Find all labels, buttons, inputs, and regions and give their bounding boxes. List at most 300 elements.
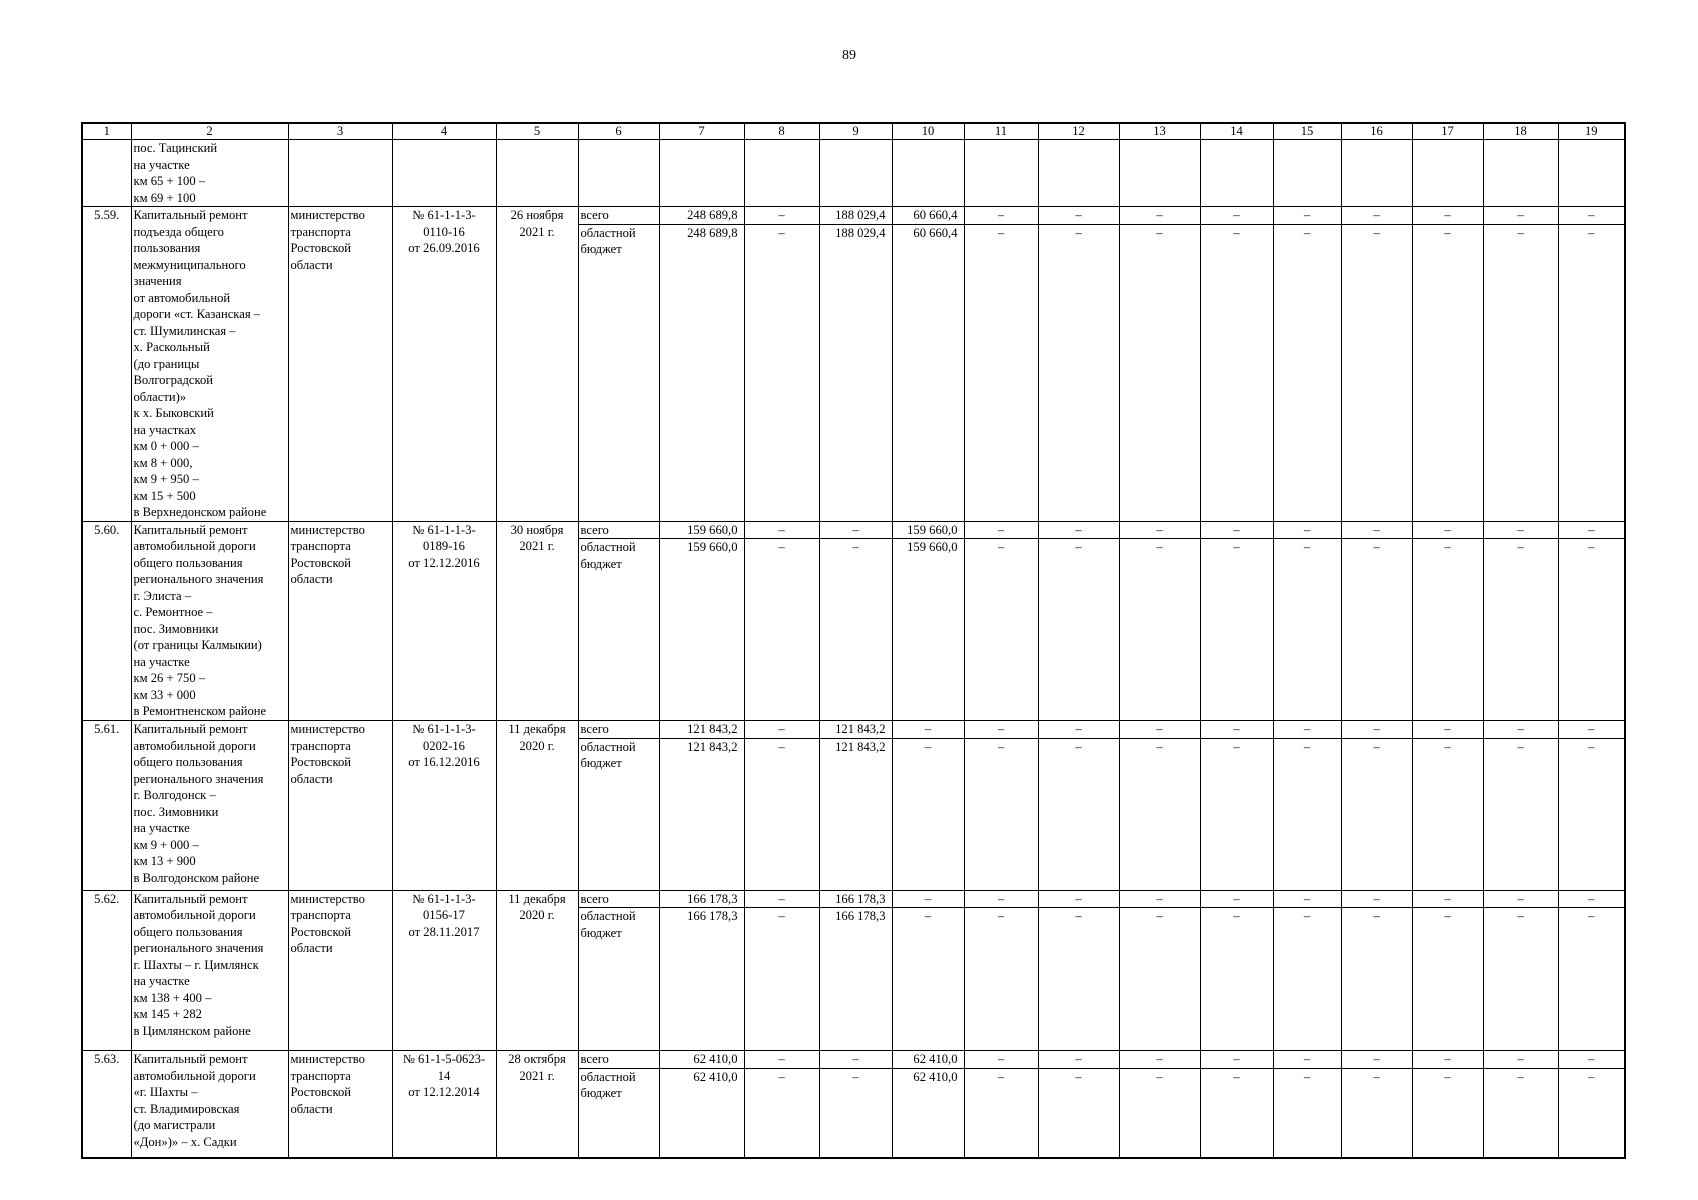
description-line: общего пользования xyxy=(133,755,243,769)
description-line: пос. Тацинский xyxy=(133,141,218,155)
description-line: автомобильной дороги xyxy=(133,908,256,922)
empty-cell xyxy=(288,140,392,207)
customer-line: министерство xyxy=(290,1052,365,1066)
customer-line: транспорта xyxy=(290,908,351,922)
customer-line: области xyxy=(290,257,333,272)
doc-line: № 61-1-1-3- xyxy=(412,208,476,222)
description-line: в Ремонтненском районе xyxy=(133,704,267,718)
date-line: 2020 г. xyxy=(519,908,555,922)
description-line: (от границы Калмыкии) xyxy=(133,638,262,652)
customer-cell xyxy=(288,1051,392,1159)
doc-line: 0110-16 xyxy=(423,224,465,239)
funding-source-line: областной xyxy=(580,225,636,240)
object-description-cell xyxy=(131,1051,288,1159)
amount-col14-cell: – xyxy=(1200,908,1273,1051)
amount-col10-cell: 60 660,4 xyxy=(892,207,964,225)
amount-col8-cell: – xyxy=(744,721,819,739)
column-header: 9 xyxy=(819,123,892,140)
object-description-cell xyxy=(131,721,288,891)
amount-col13-cell: – xyxy=(1119,539,1200,721)
row-number-cell: 5.59. xyxy=(82,207,131,522)
description-line: автомобильной дороги xyxy=(133,1068,256,1083)
amount-col16-cell: – xyxy=(1341,890,1412,908)
completion-date-cell xyxy=(496,1051,578,1159)
column-header: 15 xyxy=(1273,123,1341,140)
object-description-cell xyxy=(131,140,288,207)
amount-col13-cell: – xyxy=(1119,908,1200,1051)
column-header: 10 xyxy=(892,123,964,140)
amount-col9-cell: 121 843,2 xyxy=(819,738,892,890)
amount-col11-cell: – xyxy=(964,1051,1038,1069)
amount-col10-cell: 62 410,0 xyxy=(892,1051,964,1069)
description-line: в Волгодонском районе xyxy=(133,870,260,885)
description-line: «г. Шахты – xyxy=(133,1085,198,1099)
amount-col18-cell: – xyxy=(1483,890,1558,908)
funding-source-cell xyxy=(578,890,659,908)
empty-cell xyxy=(496,140,578,207)
funding-source-cell xyxy=(578,908,659,1051)
date-line: 2021 г. xyxy=(519,1068,555,1083)
amount-total-cell: 166 178,3 xyxy=(659,908,744,1051)
funding-source-line: всего xyxy=(580,891,609,906)
amount-col15-cell: – xyxy=(1273,1051,1341,1069)
funding-source-line: областной xyxy=(580,540,636,554)
amount-col13-cell: – xyxy=(1119,721,1200,739)
customer-line: области xyxy=(290,1101,333,1116)
amount-col8-cell: – xyxy=(744,207,819,225)
funding-source-cell xyxy=(578,224,659,521)
amount-col13-cell: – xyxy=(1119,521,1200,539)
doc-line: 14 xyxy=(437,1068,451,1083)
amount-col12-cell: – xyxy=(1038,539,1119,721)
date-line: 28 октября xyxy=(508,1052,566,1066)
column-header: 7 xyxy=(659,123,744,140)
amount-col15-cell: – xyxy=(1273,539,1341,721)
amount-col8-cell: – xyxy=(744,738,819,890)
amount-col15-cell: – xyxy=(1273,738,1341,890)
amount-col13-cell: – xyxy=(1119,890,1200,908)
amount-col12-cell: – xyxy=(1038,521,1119,539)
amount-col14-cell: – xyxy=(1200,224,1273,521)
column-header: 16 xyxy=(1341,123,1412,140)
amount-col11-cell: – xyxy=(964,1068,1038,1158)
table-row-total xyxy=(82,721,1625,739)
empty-cell xyxy=(1483,140,1558,207)
doc-line: 0156-17 xyxy=(423,908,465,922)
amount-col10-cell: – xyxy=(892,908,964,1051)
funding-source-cell xyxy=(578,738,659,890)
amount-col14-cell: – xyxy=(1200,890,1273,908)
amount-total-cell: 166 178,3 xyxy=(659,890,744,908)
description-line: пользования xyxy=(133,241,201,255)
description-line: г. Волгодонск – xyxy=(133,788,216,802)
amount-col17-cell: – xyxy=(1412,738,1483,890)
amount-col16-cell: – xyxy=(1341,207,1412,225)
expertise-doc-cell xyxy=(392,890,496,1051)
amount-col9-cell: 121 843,2 xyxy=(819,721,892,739)
funding-source-line: бюджет xyxy=(580,556,622,571)
column-header: 11 xyxy=(964,123,1038,140)
description-line: ст. Шумилинская – xyxy=(133,323,236,338)
description-line: к х. Быковский xyxy=(133,406,214,420)
amount-col11-cell: – xyxy=(964,539,1038,721)
customer-cell xyxy=(288,890,392,1051)
description-line: км 9 + 000 – xyxy=(133,837,199,852)
amount-col18-cell: – xyxy=(1483,207,1558,225)
amount-col19-cell: – xyxy=(1558,224,1625,521)
amount-col16-cell: – xyxy=(1341,738,1412,890)
customer-cell xyxy=(288,521,392,721)
doc-line: № 61-1-1-3- xyxy=(412,722,476,736)
empty-cell xyxy=(964,140,1038,207)
funding-source-line: всего xyxy=(580,722,609,736)
object-description-cell xyxy=(131,890,288,1051)
description-line: регионального значения xyxy=(133,572,264,586)
amount-col9-cell: – xyxy=(819,521,892,539)
funding-source-line: всего xyxy=(580,522,609,537)
description-line: км 138 + 400 – xyxy=(133,990,212,1005)
financing-table xyxy=(81,122,1626,1159)
description-line: в Цимлянском районе xyxy=(133,1023,251,1038)
amount-col16-cell: – xyxy=(1341,1068,1412,1158)
customer-line: Ростовской xyxy=(290,755,352,769)
doc-line: 0202-16 xyxy=(423,738,465,753)
amount-col17-cell: – xyxy=(1412,224,1483,521)
customer-line: Ростовской xyxy=(290,924,352,939)
amount-col19-cell: – xyxy=(1558,1068,1625,1158)
row-number-cell xyxy=(82,140,131,207)
date-line: 30 ноября xyxy=(510,522,564,537)
row-number-cell: 5.60. xyxy=(82,521,131,721)
amount-col14-cell: – xyxy=(1200,1051,1273,1069)
amount-col15-cell: – xyxy=(1273,207,1341,225)
amount-col16-cell: – xyxy=(1341,224,1412,521)
funding-source-line: бюджет xyxy=(580,756,622,770)
amount-col16-cell: – xyxy=(1341,539,1412,721)
column-header: 3 xyxy=(288,123,392,140)
amount-col8-cell: – xyxy=(744,224,819,521)
column-header: 17 xyxy=(1412,123,1483,140)
description-line: г. Элиста – xyxy=(133,588,191,603)
amount-col19-cell: – xyxy=(1558,207,1625,225)
date-line: 2021 г. xyxy=(519,224,555,239)
description-line: на участке xyxy=(133,157,190,172)
customer-line: Ростовской xyxy=(290,241,352,255)
amount-col11-cell: – xyxy=(964,721,1038,739)
amount-col9-cell: 188 029,4 xyxy=(819,207,892,225)
funding-source-line: бюджет xyxy=(580,242,622,257)
description-line: км 145 + 282 xyxy=(133,1007,202,1021)
description-line: регионального значения xyxy=(133,941,264,955)
row-number-cell: 5.61. xyxy=(82,721,131,891)
description-line: (до магистрали xyxy=(133,1118,216,1132)
amount-col14-cell: – xyxy=(1200,207,1273,225)
customer-line: области xyxy=(290,771,333,786)
amount-col10-cell: 159 660,0 xyxy=(892,521,964,539)
description-line: на участке xyxy=(133,821,190,835)
customer-line: транспорта xyxy=(290,224,351,239)
amount-col18-cell: – xyxy=(1483,738,1558,890)
amount-col18-cell: – xyxy=(1483,908,1558,1051)
empty-cell xyxy=(1119,140,1200,207)
amount-col14-cell: – xyxy=(1200,521,1273,539)
description-line: ст. Владимировская xyxy=(133,1101,240,1116)
date-line: 2021 г. xyxy=(519,539,555,553)
description-line: Капитальный ремонт xyxy=(133,522,248,537)
column-header: 14 xyxy=(1200,123,1273,140)
column-header: 8 xyxy=(744,123,819,140)
empty-cell xyxy=(659,140,744,207)
table-row-total xyxy=(82,207,1625,225)
amount-col19-cell: – xyxy=(1558,1051,1625,1069)
amount-col18-cell: – xyxy=(1483,721,1558,739)
column-header: 19 xyxy=(1558,123,1625,140)
amount-col11-cell: – xyxy=(964,738,1038,890)
amount-col12-cell: – xyxy=(1038,1068,1119,1158)
amount-col12-cell: – xyxy=(1038,1051,1119,1069)
amount-col8-cell: – xyxy=(744,539,819,721)
date-line: 11 декабря xyxy=(508,722,566,736)
funding-source-line: бюджет xyxy=(580,925,622,940)
doc-line: от 12.12.2016 xyxy=(408,555,480,570)
column-header: 4 xyxy=(392,123,496,140)
amount-col9-cell: – xyxy=(819,539,892,721)
amount-col19-cell: – xyxy=(1558,539,1625,721)
amount-col15-cell: – xyxy=(1273,908,1341,1051)
amount-col17-cell: – xyxy=(1412,207,1483,225)
doc-line: от 26.09.2016 xyxy=(408,241,480,255)
empty-cell xyxy=(392,140,496,207)
date-line: 2020 г. xyxy=(519,738,555,753)
amount-col17-cell: – xyxy=(1412,908,1483,1051)
doc-line: от 28.11.2017 xyxy=(408,924,480,939)
description-line: км 9 + 950 – xyxy=(133,472,199,486)
empty-cell xyxy=(744,140,819,207)
table-row-total xyxy=(82,1051,1625,1069)
amount-col15-cell: – xyxy=(1273,1068,1341,1158)
amount-col12-cell: – xyxy=(1038,224,1119,521)
amount-total-cell: 159 660,0 xyxy=(659,521,744,539)
empty-cell xyxy=(1558,140,1625,207)
amount-col17-cell: – xyxy=(1412,521,1483,539)
description-line: Капитальный ремонт xyxy=(133,722,248,736)
description-line: км 13 + 900 xyxy=(133,854,196,868)
amount-col14-cell: – xyxy=(1200,539,1273,721)
column-header: 1 xyxy=(82,123,131,140)
amount-col14-cell: – xyxy=(1200,721,1273,739)
amount-col11-cell: – xyxy=(964,521,1038,539)
amount-col9-cell: 166 178,3 xyxy=(819,890,892,908)
amount-col11-cell: – xyxy=(964,908,1038,1051)
funding-source-cell xyxy=(578,721,659,739)
empty-cell xyxy=(1412,140,1483,207)
date-line: 26 ноября xyxy=(510,208,564,222)
amount-col10-cell: 159 660,0 xyxy=(892,539,964,721)
customer-line: Ростовской xyxy=(290,1085,352,1099)
amount-col18-cell: – xyxy=(1483,1051,1558,1069)
description-line: км 15 + 500 xyxy=(133,488,196,503)
amount-col12-cell: – xyxy=(1038,908,1119,1051)
customer-line: транспорта xyxy=(290,1068,351,1083)
funding-source-line: областной xyxy=(580,1069,636,1084)
description-line: автомобильной дороги xyxy=(133,539,256,553)
empty-cell xyxy=(819,140,892,207)
description-line: на участке xyxy=(133,654,190,669)
amount-col19-cell: – xyxy=(1558,890,1625,908)
amount-total-cell: 159 660,0 xyxy=(659,539,744,721)
expertise-doc-cell xyxy=(392,721,496,891)
description-line: х. Раскольный xyxy=(133,340,210,354)
description-line: Волгоградской xyxy=(133,373,214,387)
amount-col15-cell: – xyxy=(1273,721,1341,739)
customer-cell xyxy=(288,721,392,891)
amount-col13-cell: – xyxy=(1119,1068,1200,1158)
empty-cell xyxy=(1341,140,1412,207)
amount-col13-cell: – xyxy=(1119,1051,1200,1069)
amount-total-cell: 248 689,8 xyxy=(659,207,744,225)
empty-cell xyxy=(1273,140,1341,207)
amount-col19-cell: – xyxy=(1558,908,1625,1051)
description-line: км 0 + 000 – xyxy=(133,439,199,453)
amount-col19-cell: – xyxy=(1558,738,1625,890)
table-body xyxy=(82,123,1625,1158)
description-line: пос. Зимовники xyxy=(133,804,219,819)
object-description-cell xyxy=(131,207,288,522)
description-line: «Дон»)» – х. Садки xyxy=(133,1134,237,1149)
doc-line: от 16.12.2016 xyxy=(408,755,480,769)
customer-line: транспорта xyxy=(290,738,351,753)
amount-col11-cell: – xyxy=(964,890,1038,908)
customer-line: транспорта xyxy=(290,539,351,553)
amount-col17-cell: – xyxy=(1412,890,1483,908)
description-line: км 26 + 750 – xyxy=(133,671,206,685)
column-header: 5 xyxy=(496,123,578,140)
doc-line: № 61-1-5-0623- xyxy=(402,1052,486,1066)
customer-line: министерство xyxy=(290,891,365,906)
amount-col11-cell: – xyxy=(964,207,1038,225)
doc-line: от 12.12.2014 xyxy=(408,1085,480,1099)
amount-col17-cell: – xyxy=(1412,721,1483,739)
page-number: 89 xyxy=(842,48,856,63)
amount-col11-cell: – xyxy=(964,224,1038,521)
amount-col10-cell: – xyxy=(892,738,964,890)
description-line: общего пользования xyxy=(133,924,243,939)
description-line: Капитальный ремонт xyxy=(133,891,248,906)
amount-col15-cell: – xyxy=(1273,521,1341,539)
amount-col12-cell: – xyxy=(1038,207,1119,225)
column-header: 13 xyxy=(1119,123,1200,140)
amount-col8-cell: – xyxy=(744,908,819,1051)
amount-col17-cell: – xyxy=(1412,1068,1483,1158)
funding-source-line: областной xyxy=(580,909,636,923)
description-line: Капитальный ремонт xyxy=(133,1052,248,1066)
amount-col8-cell: – xyxy=(744,521,819,539)
amount-col10-cell: 60 660,4 xyxy=(892,224,964,521)
amount-total-cell: 62 410,0 xyxy=(659,1068,744,1158)
empty-cell xyxy=(578,140,659,207)
amount-total-cell: 62 410,0 xyxy=(659,1051,744,1069)
description-line: г. Шахты – г. Цимлянск xyxy=(133,957,259,972)
amount-col14-cell: – xyxy=(1200,1068,1273,1158)
description-line: пос. Зимовники xyxy=(133,621,219,636)
description-line: на участках xyxy=(133,422,197,437)
amount-col9-cell: – xyxy=(819,1068,892,1158)
completion-date-cell xyxy=(496,890,578,1051)
amount-col19-cell: – xyxy=(1558,521,1625,539)
description-line: км 33 + 000 xyxy=(133,687,196,702)
completion-date-cell xyxy=(496,721,578,891)
amount-col16-cell: – xyxy=(1341,721,1412,739)
column-header: 2 xyxy=(131,123,288,140)
amount-col12-cell: – xyxy=(1038,721,1119,739)
funding-source-cell xyxy=(578,1068,659,1158)
amount-col16-cell: – xyxy=(1341,1051,1412,1069)
customer-line: Ростовской xyxy=(290,555,352,570)
amount-col15-cell: – xyxy=(1273,890,1341,908)
amount-col12-cell: – xyxy=(1038,738,1119,890)
amount-col10-cell: – xyxy=(892,890,964,908)
description-line: с. Ремонтное – xyxy=(133,605,213,619)
description-line: в Верхнедонском районе xyxy=(133,505,267,519)
description-line: (до границы xyxy=(133,356,200,371)
description-line: подъезда общего xyxy=(133,224,224,239)
table-row-continuation xyxy=(82,140,1625,207)
amount-total-cell: 248 689,8 xyxy=(659,224,744,521)
amount-col13-cell: – xyxy=(1119,224,1200,521)
expertise-doc-cell xyxy=(392,207,496,522)
description-line: км 69 + 100 xyxy=(133,190,196,205)
funding-source-cell xyxy=(578,207,659,225)
customer-cell xyxy=(288,207,392,522)
amount-col9-cell: 188 029,4 xyxy=(819,224,892,521)
description-line: дороги «ст. Казанская – xyxy=(133,307,261,321)
amount-col13-cell: – xyxy=(1119,738,1200,890)
amount-col8-cell: – xyxy=(744,890,819,908)
customer-line: министерство xyxy=(290,208,365,222)
empty-cell xyxy=(1200,140,1273,207)
column-header: 12 xyxy=(1038,123,1119,140)
description-line: регионального значения xyxy=(133,771,264,786)
funding-source-line: всего xyxy=(580,1052,609,1066)
amount-col12-cell: – xyxy=(1038,890,1119,908)
customer-line: министерство xyxy=(290,522,365,537)
description-line: значения xyxy=(133,274,182,288)
funding-source-line: бюджет xyxy=(580,1086,622,1100)
amount-col18-cell: – xyxy=(1483,539,1558,721)
description-line: области)» xyxy=(133,389,187,404)
description-line: от автомобильной xyxy=(133,290,231,305)
description-line: Капитальный ремонт xyxy=(133,208,248,222)
amount-total-cell: 121 843,2 xyxy=(659,721,744,739)
amount-col13-cell: – xyxy=(1119,207,1200,225)
table-row-total xyxy=(82,890,1625,908)
table-row-total xyxy=(82,521,1625,539)
description-line: автомобильной дороги xyxy=(133,738,256,753)
funding-source-cell xyxy=(578,1051,659,1069)
empty-cell xyxy=(1038,140,1119,207)
description-line: межмуниципального xyxy=(133,257,246,272)
customer-line: министерство xyxy=(290,722,365,736)
amount-col17-cell: – xyxy=(1412,539,1483,721)
amount-col15-cell: – xyxy=(1273,224,1341,521)
amount-col18-cell: – xyxy=(1483,224,1558,521)
funding-source-line: областной xyxy=(580,739,636,754)
amount-col16-cell: – xyxy=(1341,908,1412,1051)
description-line: км 65 + 100 – xyxy=(133,174,206,188)
object-description-cell xyxy=(131,521,288,721)
row-number-cell: 5.63. xyxy=(82,1051,131,1159)
amount-col16-cell: – xyxy=(1341,521,1412,539)
